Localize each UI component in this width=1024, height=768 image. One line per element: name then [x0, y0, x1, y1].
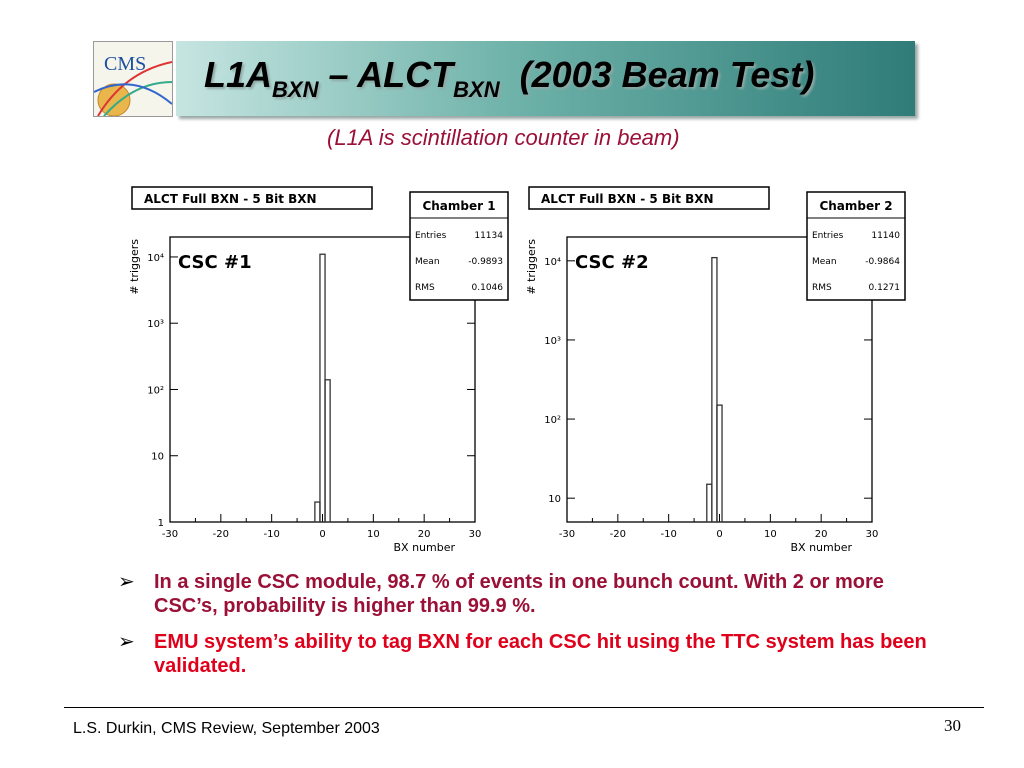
- y-axis-label: # triggers: [525, 239, 538, 295]
- footer-divider: [64, 707, 984, 708]
- stats-row-label: Mean: [812, 257, 837, 267]
- stats-row-label: Entries: [812, 231, 844, 241]
- slide-title: $L1A_{BXN}$ – $ALCT_{BXN}$ (2003 Beam Test): [204, 54, 815, 102]
- stats-row-label: Mean: [415, 257, 440, 267]
- stats-row-label: RMS: [812, 283, 832, 293]
- x-tick-label: -10: [660, 529, 677, 540]
- stats-row-value: 0.1271: [868, 283, 900, 293]
- stats-row-value: -0.9864: [865, 257, 900, 267]
- bullet-item: [118, 630, 948, 678]
- stats-row-label: Entries: [415, 231, 447, 241]
- histogram-bin: [712, 258, 717, 522]
- x-tick-label: -20: [212, 529, 230, 540]
- arrow-bullet-icon: ➢: [118, 571, 135, 593]
- y-tick-label: 10: [548, 494, 561, 506]
- x-tick-label: -30: [161, 529, 179, 540]
- histogram-2-svg: [517, 182, 907, 562]
- x-tick-label: 20: [417, 529, 431, 540]
- stats-title: Chamber 2: [819, 199, 893, 213]
- stats-row-value: 11140: [871, 231, 900, 241]
- y-tick-label: 10⁴: [544, 256, 561, 268]
- x-tick-label: -30: [558, 529, 576, 540]
- y-tick-label: 10⁴: [147, 252, 164, 264]
- x-tick-label: 20: [814, 529, 828, 540]
- x-tick-label: 10: [763, 529, 777, 540]
- y-axis-label: # triggers: [128, 239, 141, 295]
- x-tick-label: -10: [263, 529, 280, 540]
- y-tick-label: 10²: [544, 415, 561, 427]
- cms-logo-graphic: [94, 42, 172, 116]
- histogram-chamber-1: [120, 182, 510, 562]
- y-tick-label: 10: [151, 451, 164, 463]
- bullet-item: [118, 570, 948, 618]
- y-tick-label: 10³: [544, 335, 561, 347]
- csc-label: CSC #1: [178, 252, 252, 273]
- stats-row-value: 11134: [474, 231, 503, 241]
- x-tick-label: 30: [468, 529, 482, 540]
- stats-row-value: 0.1046: [471, 283, 503, 293]
- y-tick-label: 1: [157, 518, 164, 529]
- x-axis-label: BX number: [790, 541, 852, 554]
- arrow-bullet-icon: ➢: [118, 631, 135, 653]
- histogram-1-svg: [120, 182, 510, 562]
- x-tick-label: 0: [716, 529, 723, 540]
- x-axis-label: BX number: [393, 541, 455, 554]
- slide-subtitle: (L1A is scintillation counter in beam): [327, 125, 680, 150]
- histogram-bin: [325, 380, 330, 522]
- footer-credit: L.S. Durkin, CMS Review, September 2003: [73, 720, 380, 737]
- cms-logo: [93, 41, 173, 117]
- histogram-bin: [707, 484, 712, 522]
- histogram-bin: [717, 405, 722, 522]
- histogram-bin: [320, 254, 325, 522]
- page-number: 30: [944, 716, 961, 735]
- logo-text: CMS: [104, 53, 147, 75]
- bullet-list: [118, 570, 948, 690]
- y-tick-label: 10³: [147, 319, 164, 331]
- stats-row-label: RMS: [415, 283, 435, 293]
- x-tick-label: 0: [319, 529, 326, 540]
- x-tick-label: -20: [609, 529, 627, 540]
- stats-row-value: -0.9893: [468, 257, 503, 267]
- y-tick-label: 10²: [147, 385, 164, 397]
- stats-title: Chamber 1: [422, 199, 496, 213]
- bullet-text-1: In a single CSC module, 98.7 % of events in one bunch count. With 2 or more CSC’s, probability is higher than 99.9 %.: [154, 571, 884, 617]
- histogram-title: ALCT Full BXN - 5 Bit BXN: [541, 192, 714, 206]
- x-tick-label: 10: [366, 529, 380, 540]
- histogram-chamber-2: [517, 182, 907, 562]
- bullet-text-2: EMU system’s ability to tag BXN for each CSC hit using the TTC system has been validated.: [154, 631, 927, 677]
- csc-label: CSC #2: [575, 252, 649, 273]
- x-tick-label: 30: [865, 529, 879, 540]
- histogram-bin: [315, 502, 320, 522]
- histogram-title: ALCT Full BXN - 5 Bit BXN: [144, 192, 317, 206]
